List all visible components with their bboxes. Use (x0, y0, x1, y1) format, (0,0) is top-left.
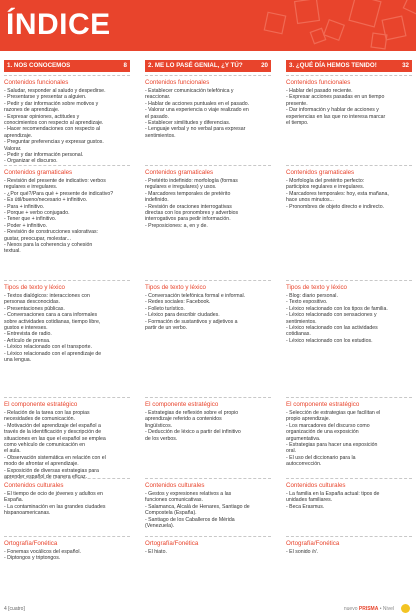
list-item: - La familia en la España actual: tipos de (286, 491, 380, 497)
list-item: unidades familiares. (286, 497, 333, 504)
list-item: - Conversaciones cara a cara informales (4, 312, 98, 319)
list-item: - Presentaciones públicas. (4, 305, 65, 312)
list-item: - Léxico relacionado con el aprendizaje de (4, 350, 102, 357)
page-footer (0, 603, 416, 615)
list-item: - Blog: diario personal. (286, 293, 338, 299)
section-title: Ortografía/Fonética (4, 540, 58, 547)
list-item: - Gestos y expresiones relativos a las (145, 491, 232, 497)
unit-title: 2. ME LO PASÉ GENIAL, ¿Y TÚ? (148, 62, 243, 69)
list-item: personas desconocidas. (4, 299, 60, 306)
section-contenidos-gramaticales (4, 165, 130, 277)
unit-column-3 (286, 60, 412, 564)
list-item: razones de aprendizaje. (4, 107, 60, 114)
section-contenidos-culturales (145, 478, 271, 533)
list-item: - Hacer recomendaciones con respecto al (4, 126, 101, 133)
list-item: - Léxico relacionado con los tipos de familia. (286, 305, 388, 312)
list-item: - Pedir y dar información sobre motivos y (4, 100, 99, 107)
list-item: - ¿Por qué?/Para qué + presente de indicativo? (4, 190, 114, 197)
list-item: - Redes sociales: Facebook. (145, 299, 211, 306)
list-item: - Preposiciones: a, en y de. (145, 222, 208, 229)
list-item: - Pronombres de objeto directo e indirecto. (286, 203, 385, 210)
unit-title: 1. NOS CONOCEMOS (7, 62, 71, 69)
list-item: - Dar información y hablar de acciones y (286, 107, 379, 114)
list-item: situaciones en las que el español se emplea (4, 435, 106, 442)
section-title: Contenidos funcionales (145, 79, 210, 86)
section-contenidos-culturales (4, 478, 130, 533)
list-item: - Es útil/bueno/necesario + infinitivo. (4, 197, 88, 204)
section-title: El componente estratégico (4, 401, 78, 408)
list-item: Compostela (España). (145, 510, 197, 517)
unit-column-2 (145, 60, 271, 564)
list-item: sobre actividades cotidianas, tiempo libre, (4, 318, 101, 325)
list-item: el pasado. (145, 113, 169, 120)
list-item: - Expresar opiniones, actitudes y (4, 113, 80, 120)
list-item: - Beca Erasmus. (286, 503, 325, 510)
list-item: - Hablar del pasado reciente. (286, 88, 353, 94)
page-number (4, 606, 25, 612)
section-contenidos-funcionales (4, 75, 130, 165)
section-tipos-de-texto (4, 280, 130, 394)
list-item: - Preguntar preferencias y expresar gustos. (4, 139, 104, 146)
decorative-squares-icon (256, 0, 416, 51)
list-item: Valorar. (4, 145, 22, 152)
list-item: - Textos dialógicos: interacciones con (4, 293, 90, 299)
list-item: experiencias en las que no interesa marcar (286, 113, 386, 120)
list-item: - Artículo de prensa. (4, 337, 51, 344)
section-componente-estrategico (145, 397, 271, 475)
unit-page-number: 8 (123, 62, 127, 69)
list-item: - Folleto turístico. (145, 305, 185, 312)
list-item: - Revisión de construcciones valorativas: (4, 229, 98, 236)
section-title: Tipos de texto y léxico (286, 284, 347, 291)
list-item: el aula. (4, 448, 21, 455)
list-item: organización de una exposición (286, 429, 359, 436)
section-contenidos-gramaticales (145, 165, 271, 277)
section-componente-estrategico (286, 397, 412, 475)
list-item: - Selección de estrategias que facilitan el (286, 410, 381, 416)
list-item: hispanoamericanas. (4, 510, 51, 517)
section-title: El componente estratégico (145, 401, 219, 408)
unit-title-bar[interactable] (286, 60, 412, 72)
list-item: - Morfología del pretérito perfecto: (286, 178, 365, 184)
page-number-value: 4 (4, 606, 7, 612)
section-componente-estrategico (4, 397, 130, 481)
list-item: funciones comunicativas. (145, 497, 203, 504)
list-item: - Saludar, responder al saludo y despedirse. (4, 88, 106, 94)
list-item: - El hiato. (145, 549, 167, 555)
list-item: - Poder + infinitivo. (4, 222, 48, 229)
list-item: participios regulares e irregulares. (286, 184, 365, 191)
list-item: - Marcadores temporales: hoy, esta mañana, (286, 190, 389, 197)
unit-page-number: 32 (402, 62, 409, 69)
list-item: - Léxico relacionado con el transporte. (4, 344, 92, 351)
list-item: presente. (286, 100, 308, 107)
list-item: través de la identificación y descripción de (4, 429, 102, 436)
list-item: - Exposición de diversas estrategias para (4, 467, 99, 474)
list-item: - Diptongos y triptongos. (4, 555, 61, 562)
level-label: • Nivel (379, 606, 394, 612)
page-title: ÍNDICE (6, 8, 111, 41)
list-item: - Léxico para describir ciudades. (145, 312, 220, 319)
list-item: aprendizaje. (4, 132, 33, 139)
level-badge-icon (401, 604, 410, 613)
list-item: textual. (4, 248, 21, 255)
list-item: - Lenguaje verbal y no verbal para expresar (145, 126, 246, 133)
list-item: sentimientos. (286, 318, 317, 325)
section-tipos-de-texto (145, 280, 271, 394)
list-item: lingüísticos. (145, 422, 173, 429)
section-title: Contenidos funcionales (286, 79, 351, 86)
list-item: - Fonemas vocálicos del español. (4, 549, 81, 555)
list-item: - Revisión del presente de indicativo: verbos (4, 178, 106, 184)
list-item: - Léxico relacionado con los estudios. (286, 337, 373, 344)
section-contenidos-funcionales (286, 75, 412, 162)
section-contenidos-culturales (286, 478, 412, 533)
list-item: - Expresar acciones pasadas en un tiempo (286, 94, 385, 101)
brand-prefix: nuevo (343, 606, 358, 612)
list-item: indefinido. (145, 197, 169, 204)
list-item: conocimientos con respecto al aprendizaje. (4, 120, 104, 127)
list-item: - Tener que + infinitivo. (4, 216, 57, 223)
list-item: aprendizaje referido a contenidos (145, 416, 222, 423)
list-item: - La contaminación en las grandes ciudades (4, 503, 106, 510)
list-item: - Porque + verbo conjugado. (4, 210, 70, 217)
list-item: - Revisión de oraciones interrogativas (145, 203, 232, 210)
list-item: - Formación de sustantivos y adjetivos a (145, 318, 238, 325)
list-item: - Salamanca, Alcalá de Henares, Santiago de (145, 503, 250, 510)
list-item: - El uso del diccionario para la (286, 454, 356, 461)
section-contenidos-gramaticales (286, 165, 412, 277)
unit-title-bar[interactable] (145, 60, 271, 72)
list-item: gustos e intereses. (4, 325, 48, 332)
list-item: España. (4, 497, 24, 504)
list-item: - Estrategias de reflexión sobre el propio (145, 410, 239, 416)
section-title: Ortografía/Fonética (145, 540, 199, 547)
section-title: Contenidos gramaticales (286, 169, 355, 176)
unit-page-number: 20 (261, 62, 268, 69)
list-item: - Presentarse y presentar a alguien. (4, 94, 87, 101)
list-item: directas con los pronombres y adverbios (145, 210, 239, 217)
list-item: propio aprendizaje. (286, 416, 331, 423)
list-item: oral. (286, 448, 297, 455)
section-title: Contenidos gramaticales (4, 169, 73, 176)
section-tipos-de-texto (286, 280, 412, 394)
list-item: - Entrevista de radio. (4, 331, 52, 338)
section-title: Contenidos culturales (4, 482, 64, 489)
list-item: reaccionar. (145, 94, 171, 101)
list-item: partir de un verbo. (145, 325, 188, 332)
list-item: regulares e irregulares. (4, 184, 58, 191)
list-item: - Nexos para la coherencia y cohesión (4, 242, 93, 249)
list-item: - Hablar de acciones puntuales en el pasado. (145, 100, 250, 107)
list-item: - Motivación del aprendizaje del español a (4, 422, 101, 429)
list-item: - Organizar el discurso. (4, 158, 58, 165)
list-item: sentimientos. (145, 132, 176, 139)
list-item: hace unos minutos... (286, 197, 334, 204)
section-ortografia-fonetica (145, 536, 271, 564)
list-item: - El tiempo de ocio de jóvenes y adultos en (4, 491, 103, 497)
section-title: Contenidos culturales (145, 482, 205, 489)
list-item: - Para + infinitivo. (4, 203, 45, 210)
list-item: interrogativos para pedir información. (145, 216, 231, 223)
section-ortografia-fonetica (286, 536, 412, 564)
list-item: - Pedir y dar información personal. (4, 152, 84, 159)
section-ortografia-fonetica (4, 536, 130, 564)
list-item: - Léxico relacionado con las actividades (286, 325, 378, 332)
list-item: - Santiago de los Caballeros de Mérida (145, 516, 235, 523)
section-title: Contenidos gramaticales (145, 169, 214, 176)
list-item: - Estrategias para hacer una exposición (286, 442, 378, 449)
list-item: gustar, preocupar, molestar... (4, 235, 71, 242)
list-item: - Establecer comunicación telefónica y (145, 88, 234, 94)
section-contenidos-funcionales (145, 75, 271, 162)
list-item: argumentativa. (286, 435, 321, 442)
list-item: - Los marcadores del discurso como (286, 422, 370, 429)
list-item: - Pretérito indefinido: morfología (formas (145, 178, 238, 184)
unit-title: 3. ¿QUÉ DÍA HEMOS TENIDO! (289, 62, 377, 69)
list-item: - Deducción de léxico a partir del infinitivo (145, 429, 241, 436)
page-number-label: [cuatro] (8, 606, 25, 612)
list-item: modo de afrontar el aprendizaje. (4, 461, 79, 468)
index-header (0, 0, 416, 51)
section-title: Contenidos funcionales (4, 79, 69, 86)
unit-title-bar[interactable] (4, 60, 130, 72)
list-item: - Léxico relacionado con sensaciones y (286, 312, 377, 319)
list-item: - Observación sistemática en relación con el (4, 454, 106, 461)
list-item: autocorrección. (286, 461, 322, 468)
list-item: cotidianas. (286, 331, 311, 338)
list-item: - Marcadores temporales de pretérito (145, 190, 231, 197)
list-item: como vehículo de comunicación en (4, 442, 86, 449)
list-item: necesidades de comunicación. (4, 416, 75, 423)
brand-label (344, 606, 394, 612)
list-item: (Venezuela). (145, 523, 175, 530)
list-item: una lengua. (4, 357, 32, 364)
list-item: - Valorar una experiencia o viaje realizado en (145, 107, 249, 114)
list-item: - Establecer similitudes y diferencias. (145, 120, 231, 127)
unit-column-1 (4, 60, 130, 564)
list-item: - Texto expositivo. (286, 299, 328, 306)
list-item: - Relación de la tarea con las propias (4, 410, 90, 416)
section-title: Tipos de texto y léxico (4, 284, 65, 291)
section-title: Ortografía/Fonética (286, 540, 340, 547)
brand-name: PRISMA (358, 606, 379, 612)
list-item: - Conversación telefónica formal e informal. (145, 293, 246, 299)
section-title: Tipos de texto y léxico (145, 284, 206, 291)
list-item: de los verbos. (145, 435, 178, 442)
list-item: regulares e irregulares) y usos. (145, 184, 217, 191)
list-item: - El sonido /r/. (286, 549, 319, 555)
section-title: El componente estratégico (286, 401, 360, 408)
list-item: aprender español de manera eficaz. (4, 474, 88, 481)
section-title: Contenidos culturales (286, 482, 346, 489)
list-item: el tiempo. (286, 120, 309, 127)
